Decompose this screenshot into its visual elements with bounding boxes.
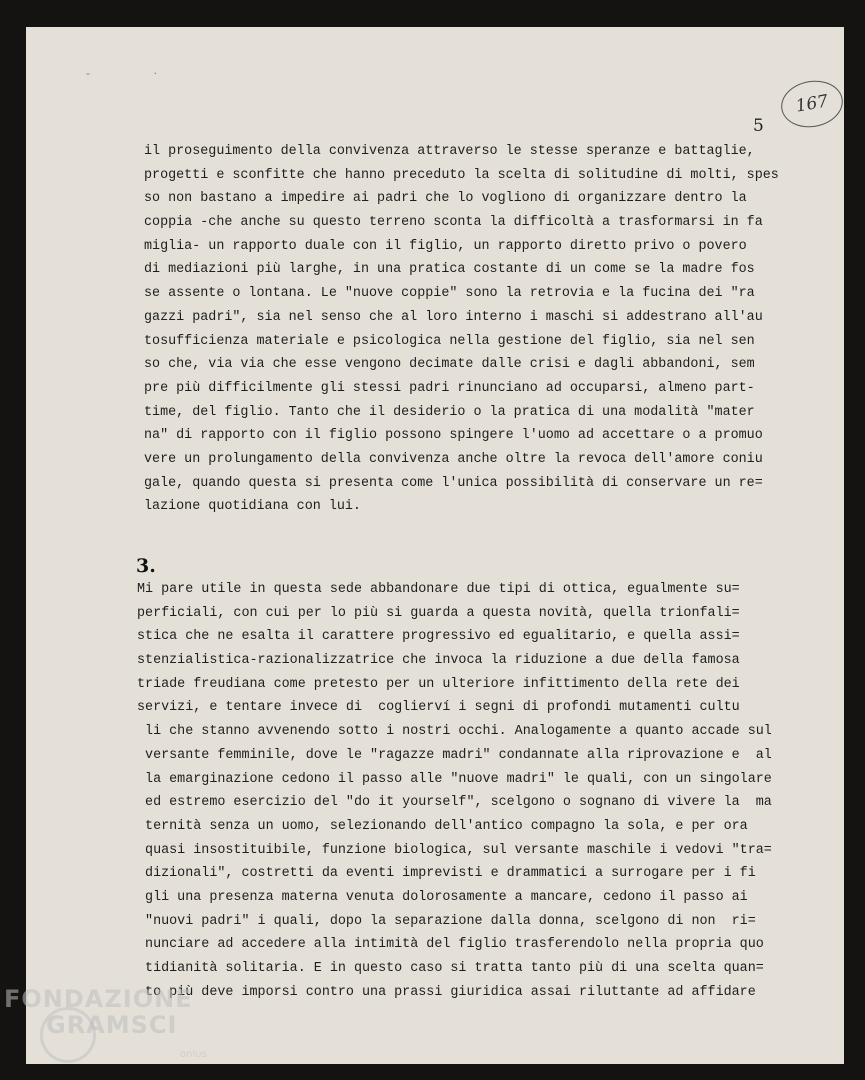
text-line: quasi insostituibile, funzione biologica, sul versante maschile i vedovi "tra= [137,842,772,858]
text-line: progetti e sconfitte che hanno preceduto la scelta di solitudine di molti, spes [144,167,779,183]
text-line: li che stanno avvenendo sotto i nostri occhi. Analogamente a quanto accade sul [137,724,772,740]
text-line: "nuovi padri" i quali, dopo la separazione dalla donna, scelgono di non ri= [137,913,756,929]
margin-marks: - · [86,67,187,80]
text-line: stenzialistica-razionalizzatrice che invoca la riduzione a due della famosa [137,653,740,669]
text-line: nunciare ad accedere alla intimità del figlio trasferendolo nella propria quo [137,937,764,953]
text-line: il proseguimento della convivenza attraverso le stesse speranze e battaglie, [144,144,755,159]
text-line: ed estremo esercizio del "do it yourself", scelgono o sognano di vivere la ma [137,795,772,811]
text-line: Mi pare utile in questa sede abbandonare due tipi di ottica, egualmente su= [137,582,740,597]
archive-number-stamp: 167 [777,76,846,132]
text-line: gli una presenza materna venuta dolorosamente a mancare, cedono il passo ai [137,889,748,905]
text-line: time, del figlio. Tanto che il desiderio o la pratica di una modalità "mater [144,404,755,420]
text-line: stica che ne esalta il carattere progressivo ed egualitario, e quella assi= [137,629,740,645]
text-line: se assente o lontana. Le "nuove coppie" sono la retrovia e la fucina dei "ra [144,286,755,302]
text-line: lazione quotidiana con lui. [144,499,361,515]
text-line: gale, quando questa si presenta come l'unica possibilità di conservare un re= [144,475,763,491]
paragraph-1 [144,140,784,519]
text-line: gazzi padri", sia nel senso che al loro interno i maschi si addestrano all'au [144,309,763,325]
text-line: to più deve imporsi contro una prassi giuridica assai riluttante ad affidare [137,984,756,1000]
text-line: versante femminile, dove le "ragazze madri" condannate alla riprovazione e al [137,747,772,763]
section-number: 3. [136,555,156,577]
text-line: servizi, e tentare invece di coglierví i segni di profondi mutamenti cultu [137,700,740,716]
text-line: na" di rapporto con il figlio possono spingere l'uomo ad accettare o a promuo [144,428,763,444]
text-line: dizionali", costretti da eventi imprevisti e drammatici a surrogare per i fi [137,866,756,882]
text-line: triade freudiana come pretesto per un ulteriore infittimento della rete dei [137,676,740,692]
text-line: la emarginazione cedono il passo alle "nuove madri" le quali, con un singolare [137,771,772,787]
text-line: perficiali, con cui per lo più si guarda a questa novità, quella trionfali= [137,605,740,621]
text-line: tidianità solitaria. E in questo caso si tratta tanto più di una scelta quan= [137,961,764,976]
text-line: so che, via via che esse vengono decimate dalle crisi e dagli abbandoni, sem [144,357,755,373]
text-line: ternità senza un uomo, selezionando dell'antico compagno la sola, e per ora [137,818,748,834]
text-line: miglia- un rapporto duale con il figlio, un rapporto diretto privo o povero [144,238,747,254]
text-line: tosufficienza materiale e psicologica nella gestione del figlio, sia nel sen [144,333,755,349]
text-line: so non bastano a impedire ai padri che lo vogliono di organizzare dentro la [144,191,747,207]
watermark-line-1: FONDAZIONE [4,985,193,1013]
text-line: pre più difficilmente gli stessi padri rinunciano ad occuparsi, almeno part- [144,380,755,396]
fondazione-gramsci-watermark [4,985,207,1060]
watermark-line-2: GRAMSCI [46,1011,178,1039]
text-line: vere un prolungamento della convivenza anche oltre la revoca dell'amore coniu [144,451,763,467]
text-line: coppia -che anche su questo terreno sconta la difficoltà a trasformarsi in fa [144,215,763,231]
text-line: di mediazioni più larghe, in una pratica costante di un come se la madre fos [144,262,755,278]
watermark-line-3: onlus [180,1049,207,1060]
gramsci-logo-icon [40,1007,96,1063]
paragraph-2 [137,578,787,1004]
page-number: 5 [753,116,764,136]
